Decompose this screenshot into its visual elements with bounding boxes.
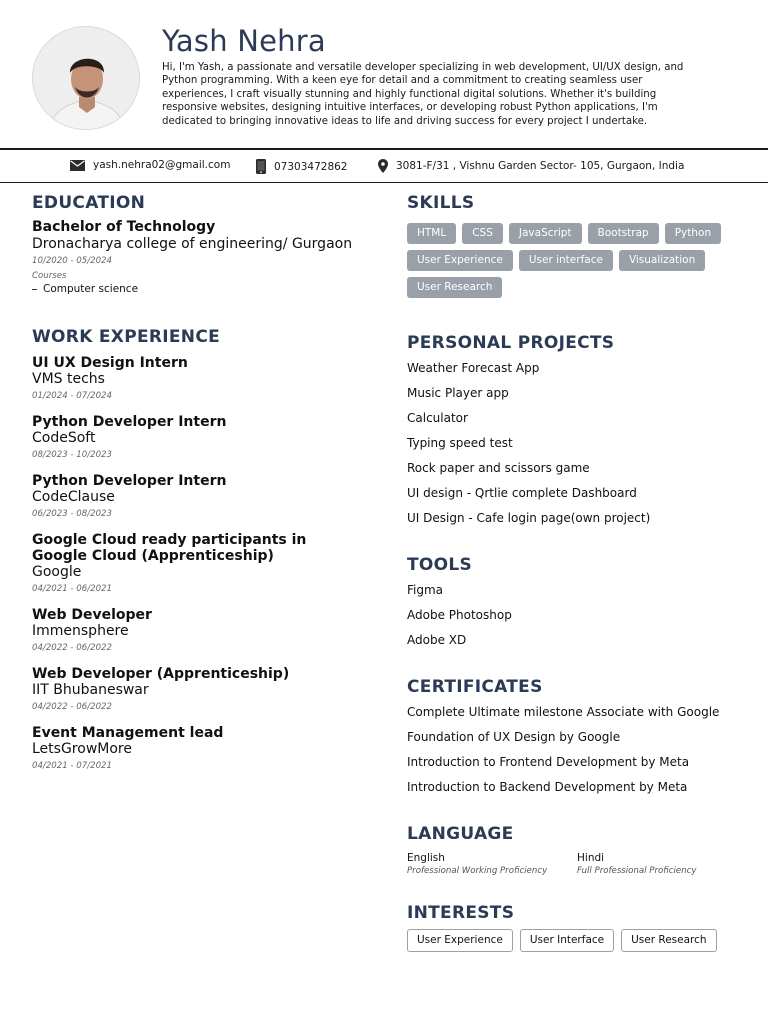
right-column	[407, 193, 747, 952]
interests-section	[407, 903, 747, 952]
project-item: Weather Forecast App	[407, 361, 540, 375]
dash-bullet	[32, 289, 37, 290]
education-section	[32, 193, 382, 295]
contact-bar	[0, 148, 768, 183]
candidate-name: Yash Nehra	[162, 24, 326, 58]
job-company: Immensphere	[32, 623, 129, 639]
location-pin-icon	[378, 159, 388, 173]
course-item	[32, 283, 382, 295]
education-date: 10/2020 - 05/2024	[32, 256, 112, 266]
skill-tag: HTML	[407, 223, 456, 244]
job-title: Python Developer Intern	[32, 473, 227, 489]
job-company: LetsGrowMore	[32, 741, 132, 757]
job-date: 04/2022 - 06/2022	[32, 702, 112, 712]
skill-tag: User Research	[407, 277, 502, 298]
job-entry	[32, 414, 382, 461]
job-title: Event Management lead	[32, 725, 224, 741]
language-list	[407, 852, 747, 877]
contact-address	[378, 159, 684, 173]
tools-section	[407, 555, 747, 647]
language-level: Professional Working Proficiency	[407, 866, 548, 876]
work-experience-heading: WORK EXPERIENCE	[32, 327, 221, 347]
school-name: Dronacharya college of engineering/ Gurgaon	[32, 236, 353, 252]
skill-tag: User Experience	[407, 250, 513, 271]
job-date: 08/2023 - 10/2023	[32, 450, 112, 460]
job-entry	[32, 355, 382, 402]
tool-item: Adobe XD	[407, 633, 467, 647]
certificates-section	[407, 677, 747, 794]
interests-list	[407, 929, 747, 952]
project-item: UI Design - Cafe login page(own project)	[407, 511, 651, 525]
job-entry	[32, 607, 382, 654]
skills-section	[407, 193, 747, 298]
contact-email[interactable]	[70, 159, 230, 171]
job-company: IIT Bhubaneswar	[32, 682, 149, 698]
language-section	[407, 824, 747, 877]
email-text: yash.nehra02@gmail.com	[93, 159, 231, 171]
job-title: UI UX Design Intern	[32, 355, 188, 371]
language-level: Full Professional Proficiency	[577, 866, 697, 876]
job-title: Web Developer	[32, 607, 152, 623]
skills-heading: SKILLS	[407, 193, 475, 213]
project-item: Typing speed test	[407, 436, 513, 450]
certificates-heading: CERTIFICATES	[407, 677, 543, 697]
language-item	[577, 852, 747, 877]
job-title: Python Developer Intern	[32, 414, 227, 430]
job-entry	[32, 473, 382, 520]
skill-tag: JavaScript	[509, 223, 582, 244]
job-company: CodeClause	[32, 489, 115, 505]
certificate-item: Introduction to Frontend Development by Meta	[407, 755, 690, 769]
skill-tag: Bootstrap	[588, 223, 659, 244]
interest-tag: User Research	[621, 929, 716, 952]
contact-phone[interactable]	[256, 159, 348, 174]
phone-text: 07303472862	[274, 160, 348, 173]
certificate-item: Introduction to Backend Development by Meta	[407, 780, 688, 794]
phone-icon	[256, 159, 266, 174]
skill-tag: User interface	[519, 250, 613, 271]
courses-label: Courses	[32, 271, 67, 281]
address-text: 3081-F/31 , Vishnu Garden Sector- 105, Gurgaon, India	[396, 160, 685, 172]
tool-item: Adobe Photoshop	[407, 608, 512, 622]
job-title: Web Developer (Apprenticeship)	[32, 666, 290, 682]
tool-item: Figma	[407, 583, 444, 597]
certificate-item: Complete Ultimate milestone Associate with Google	[407, 705, 720, 719]
job-date: 04/2021 - 06/2021	[32, 584, 112, 594]
project-item: Music Player app	[407, 386, 509, 400]
job-date: 06/2023 - 08/2023	[32, 509, 112, 519]
interests-heading: INTERESTS	[407, 903, 515, 923]
skill-tag: CSS	[462, 223, 503, 244]
language-item	[407, 852, 577, 877]
skill-tag: Python	[665, 223, 721, 244]
personal-projects-heading: PERSONAL PROJECTS	[407, 333, 615, 353]
education-heading: EDUCATION	[32, 193, 146, 213]
job-company: VMS techs	[32, 371, 105, 387]
profile-photo	[32, 26, 140, 130]
work-experience-section	[32, 327, 382, 772]
language-name: Hindi	[577, 852, 605, 864]
skill-tag: Visualization	[619, 250, 705, 271]
course-text: Computer science	[43, 283, 139, 295]
personal-projects-section	[407, 333, 747, 525]
project-item: UI design - Qrtlie complete Dashboard	[407, 486, 637, 500]
job-entry	[32, 725, 382, 772]
job-entry	[32, 532, 382, 595]
interest-tag: User Experience	[407, 929, 513, 952]
bio-summary: Hi, I'm Yash, a passionate and versatile developer specializing in web development, UI/UX design, and Python programming. With a keen eye for detail and a commitment to creating seamless user experiences, I craft visually stunning and highly functional digital solutions. Whether it's building responsive websites, designing intuitive interfaces, or developing robust Python applications, I'm dedicated to bringing innovative ideas to life and driving success for every project I undertake.	[162, 62, 684, 127]
tools-heading: TOOLS	[407, 555, 473, 575]
project-item: Calculator	[407, 411, 468, 425]
skills-list	[407, 223, 747, 298]
job-title: Google Cloud ready participants in Google Cloud (Apprenticeship)	[32, 532, 307, 564]
project-item: Rock paper and scissors game	[407, 461, 590, 475]
job-date: 01/2024 - 07/2024	[32, 391, 112, 401]
job-date: 04/2022 - 06/2022	[32, 643, 112, 653]
job-company: CodeSoft	[32, 430, 96, 446]
job-date: 04/2021 - 07/2021	[32, 761, 112, 771]
language-name: English	[407, 852, 445, 864]
left-column	[32, 193, 382, 784]
job-company: Google	[32, 564, 82, 580]
certificate-item: Foundation of UX Design by Google	[407, 730, 621, 744]
language-heading: LANGUAGE	[407, 824, 514, 844]
interest-tag: User Interface	[520, 929, 614, 952]
envelope-icon	[70, 160, 85, 171]
degree-title: Bachelor of Technology	[32, 219, 216, 235]
job-entry	[32, 666, 382, 713]
